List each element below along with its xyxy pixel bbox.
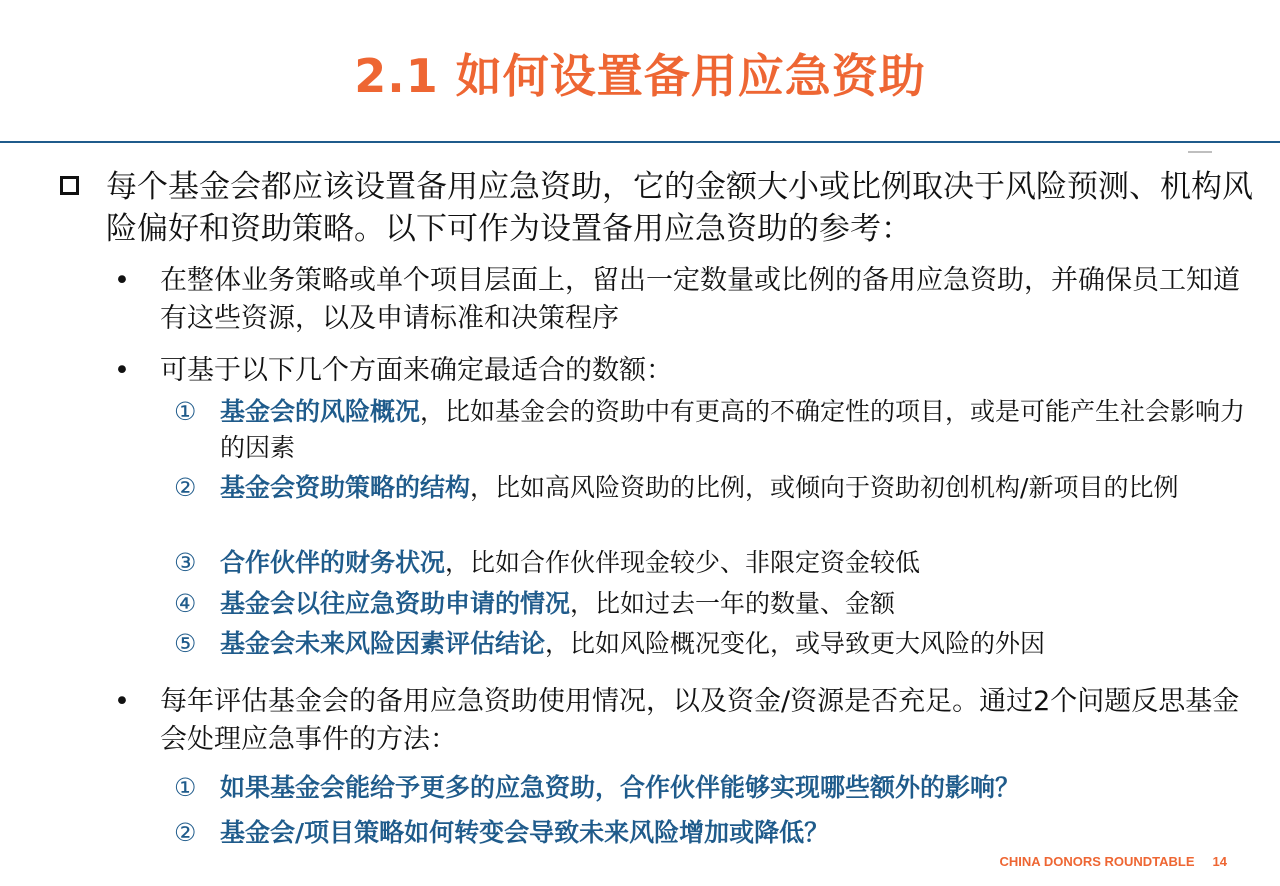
sub-item — [174, 470, 1258, 506]
sub-item-emphasis: 基金会/项目策略如何转变会导致未来风险增加或降低？ — [220, 818, 830, 847]
sub-item — [174, 815, 1258, 851]
sub-item-text: ，比如合作伙伴现金较少、非限定资金较低 — [445, 548, 921, 577]
circled-number: ⑤ — [174, 629, 197, 658]
footer — [1000, 854, 1227, 869]
bullet-item — [114, 683, 1254, 759]
circled-number: ① — [174, 397, 197, 426]
bullet-text: 可基于以下几个方面来确定最适合的数额： — [160, 355, 673, 386]
page-title: 2.1 如何设置备用应急资助 — [354, 49, 926, 103]
sub-item-emphasis: 基金会的风险概况 — [220, 397, 421, 426]
hollow-square-icon — [60, 176, 79, 195]
corner-dash-decoration — [1188, 151, 1212, 153]
intro-text: 每个基金会都应该设置备用应急资助，它的金额大小或比例取决于风险预测、机构风险偏好和资助策略。以下可作为设置备用应急资助的参考： — [106, 169, 1253, 247]
sub-item-emphasis: 基金会未来风险因素评估结论 — [220, 629, 546, 658]
sub-item — [174, 586, 1258, 622]
sub-item-emphasis: 基金会以往应急资助申请的情况 — [220, 589, 571, 618]
sub-item-text: ，比如风险概况变化，或导致更大风险的外因 — [545, 629, 1046, 658]
circled-number: ② — [174, 818, 197, 847]
title-divider — [0, 141, 1280, 143]
intro-paragraph — [58, 166, 1258, 250]
sub-item — [174, 770, 1258, 806]
sub-item-text: ，比如基金会的资助中有更高的不确定性的项目，或是可能产生社会影响力的因素 — [220, 397, 1246, 462]
page-number: 14 — [1212, 854, 1227, 869]
bullet-marker: • — [114, 265, 130, 296]
circled-number: ② — [174, 473, 197, 502]
footer-org: CHINA DONORS ROUNDTABLE — [999, 854, 1195, 869]
sub-item-emphasis: 合作伙伴的财务状况 — [220, 548, 446, 577]
circled-number: ④ — [174, 589, 197, 618]
sub-item-text: ，比如高风险资助的比例，或倾向于资助初创机构/新项目的比例 — [470, 473, 1179, 502]
sub-item-emphasis: 基金会资助策略的结构 — [220, 473, 471, 502]
sub-item — [174, 394, 1258, 466]
bullet-marker: • — [114, 686, 130, 717]
sub-item-text: ，比如过去一年的数量、金额 — [570, 589, 896, 618]
bullet-marker: • — [114, 355, 130, 386]
bullet-text: 每年评估基金会的备用应急资助使用情况，以及资金/资源是否充足。通过2个问题反思基金会处理应急事件的方法： — [160, 686, 1240, 755]
bullet-text: 在整体业务策略或单个项目层面上，留出一定数量或比例的备用应急资助，并确保员工知道有这些资源，以及申请标准和决策程序 — [160, 265, 1240, 334]
bullet-item — [114, 352, 1254, 390]
sub-item — [174, 626, 1258, 662]
bullet-item — [114, 262, 1254, 338]
circled-number: ① — [174, 773, 197, 802]
circled-number: ③ — [174, 548, 197, 577]
sub-item — [174, 545, 1258, 581]
sub-item-emphasis: 如果基金会能给予更多的应急资助，合作伙伴能够实现哪些额外的影响？ — [220, 773, 1021, 802]
